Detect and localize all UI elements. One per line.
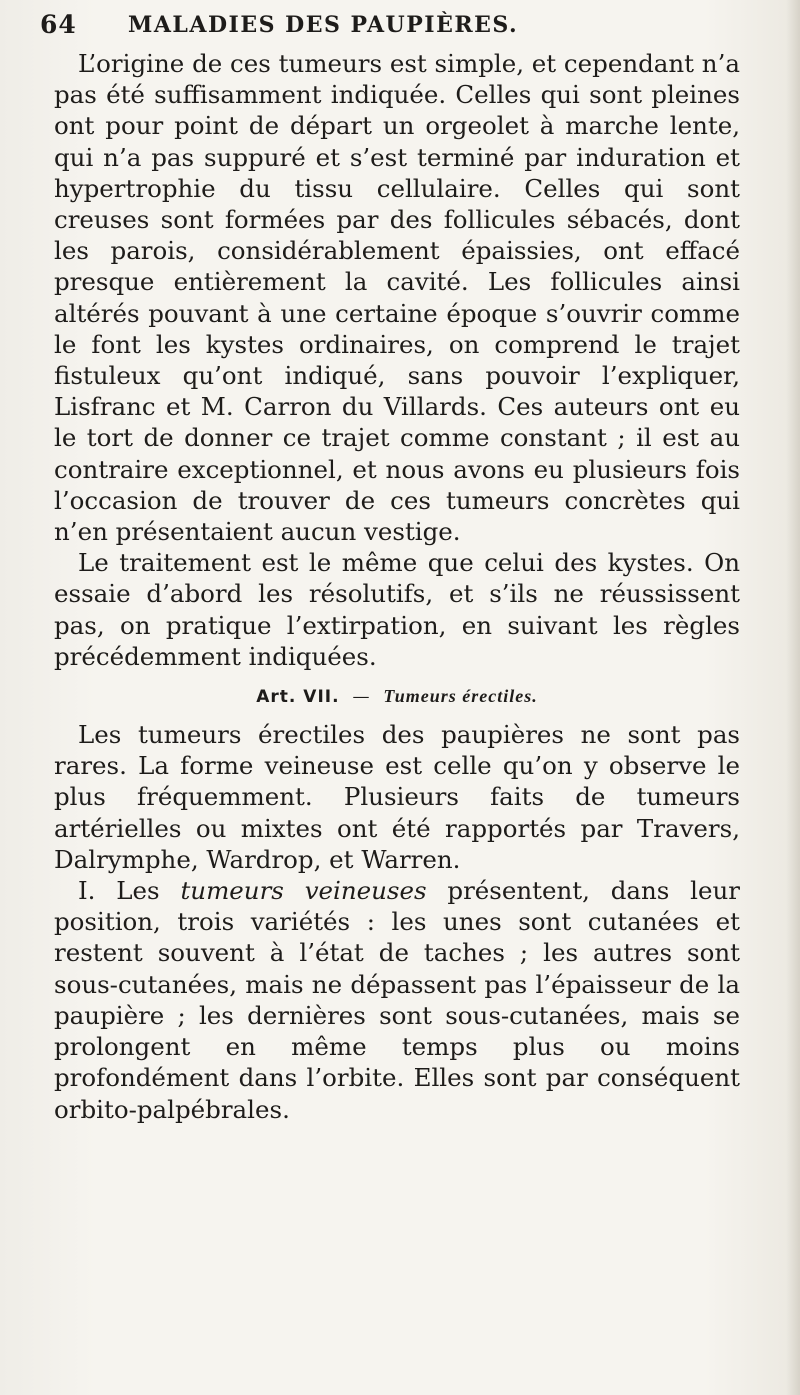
paragraph-erectile-intro: Les tumeurs érectiles des paupières ne sont pas rares. La forme veineuse est celle qu’on y observe le plus fréquemment. Plusieurs faits de tumeurs artérielles ou mixtes ont été rapportés par Travers, Dalrymphe, Wardrop, et Warren. bbox=[54, 720, 740, 874]
section-dash: — bbox=[352, 687, 371, 708]
paragraph-treatment: Le traitement est le même que celui des kystes. On essaie d’abord les résolutifs, et s’ils ne réussissent pas, on pratique l’extirpation, en suivant les règles précédemment indiquées. bbox=[54, 548, 740, 671]
section-number: Art. VII. bbox=[256, 687, 340, 708]
running-title: MALADIES DES PAUPIÈRES. bbox=[128, 12, 519, 38]
paragraph-venous-start: I. Les bbox=[78, 876, 181, 906]
section-title: Tumeurs érectiles. bbox=[383, 686, 538, 707]
section-heading bbox=[54, 686, 740, 707]
paragraph-origin: L’origine de ces tumeurs est simple, et cependant n’a pas été suffisamment indiquée. Celles qui sont pleines ont pour point de départ un orgeolet à marche lente, qui n’a pas suppuré et s’est terminé par induration et hypertrophie du tissu cellulaire. Celles qui sont creuses sont formées par des follicules sébacés, dont les parois, considérablement épaissies, ont effacé presque entièrement la cavité. Les follicules ainsi altérés pouvant à une certaine époque s’ouvrir comme le font les kystes ordinaires, on comprend le trajet fistuleux qu’ont indiqué, sans pouvoir l’expliquer, Lisfranc et M. Carron du Villards. Ces auteurs ont eu le tort de donner ce trajet comme constant ; il est au contraire exceptionnel, et nous avons eu plusieurs fois l’occasion de trouver de ces tumeurs concrètes qui n’en présentaient aucun vestige. bbox=[54, 49, 740, 547]
page-edge-shadow bbox=[786, 0, 800, 1395]
paragraph-venous-end: présentent, dans leur position, trois variétés : les unes sont cutanées et restent souvent à l’état de taches ; les autres sont sous-cutanées, mais ne dépassent pas l’épaisseur de la paupière ; les dernières sont sous-cutanées, mais se prolongent en même temps plus ou moins profondément dans l’orbite. Elles sont par conséquent orbito-palpébrales. bbox=[54, 876, 740, 1124]
page-number: 64 bbox=[40, 10, 77, 39]
paragraph-venous-emphasis: tumeurs veineuses bbox=[180, 876, 427, 906]
page-header bbox=[40, 10, 760, 50]
page-body bbox=[54, 48, 740, 1125]
paragraph-venous-tumors bbox=[54, 875, 740, 1125]
